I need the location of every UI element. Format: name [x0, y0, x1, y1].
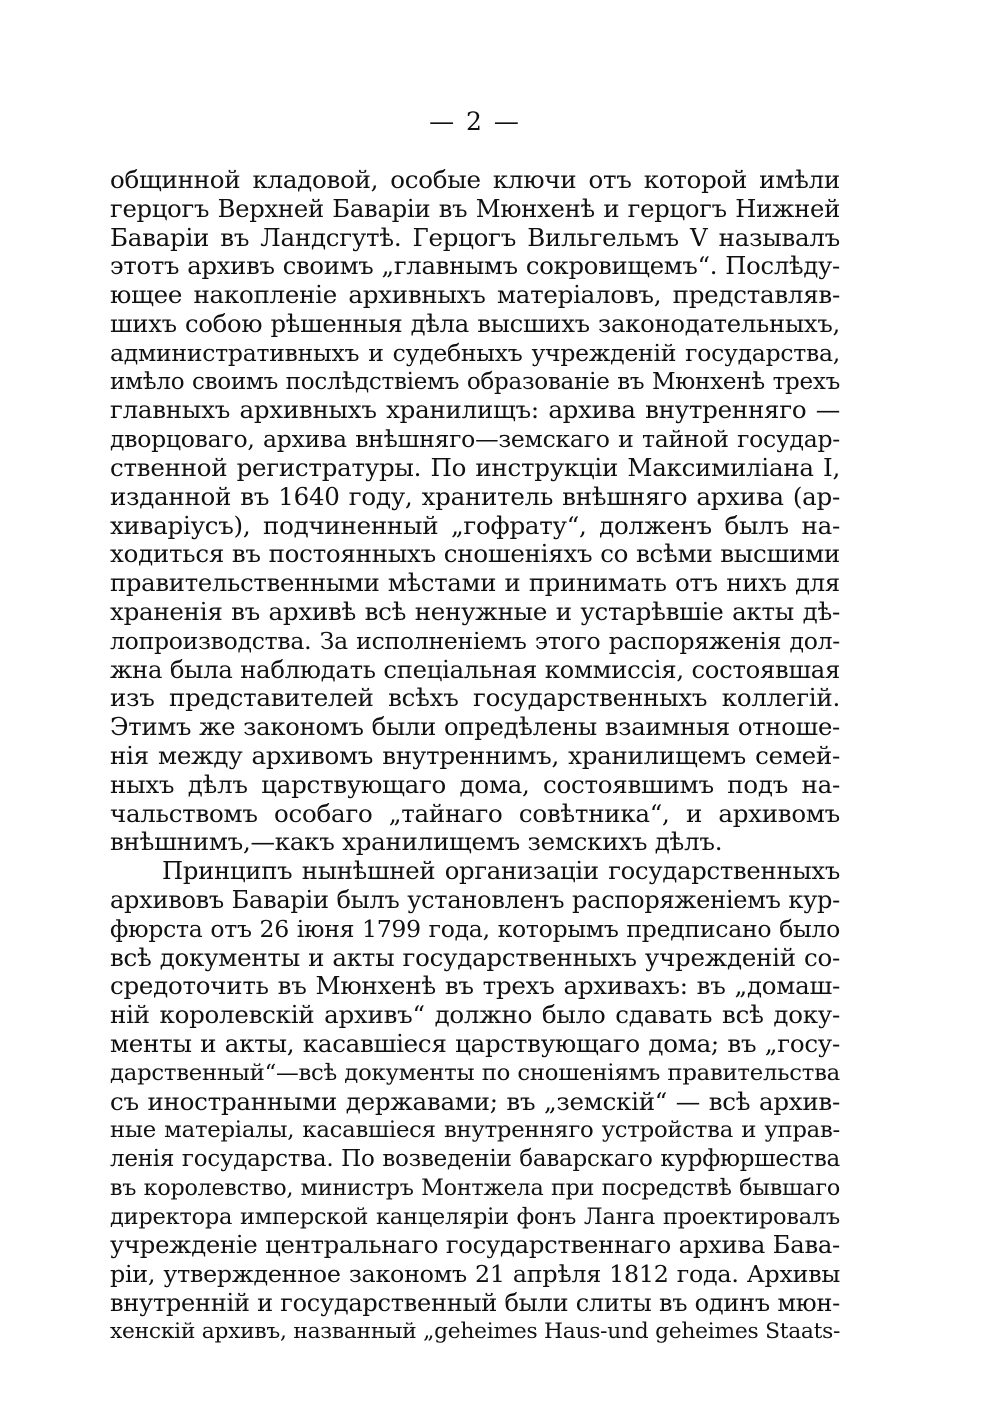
text-line: изданной въ 1640 году, хранитель внѣшняго архива (ар-	[110, 481, 840, 511]
page-number: — 2 —	[429, 107, 521, 136]
text-line: дарственный“—всѣ документы по сношеніямъ правительства	[110, 1059, 840, 1086]
text-line: ющее накопленіе архивныхъ матеріаловъ, представляв-	[110, 280, 840, 310]
text-line: ственной регистратуры. По инструкціи Максимиліана I,	[110, 452, 840, 482]
text-line: главныхъ архивныхъ хранилищъ: архива внутренняго —	[110, 395, 840, 425]
text-line: ній королевскій архивъ“ должно было сдавать всѣ доку-	[110, 1000, 840, 1030]
text-line: средоточить въ Мюнхенѣ въ трехъ архивахъ: въ „домаш-	[110, 971, 840, 1001]
text-line: внѣшнимъ,—какъ хранилищемъ земскихъ дѣлъ.	[110, 827, 723, 857]
page	[110, 108, 840, 1347]
text-line: хенскій архивъ, названный „geheimes Haus-und geheimes Staats-	[110, 1318, 841, 1344]
paragraph	[110, 166, 840, 857]
text-line: всѣ документы и акты государственныхъ учрежденій со-	[110, 942, 840, 972]
text-line: шихъ собою рѣшенныя дѣла высшихъ законодательныхъ,	[110, 308, 840, 338]
text-line: общинной кладовой, особые ключи отъ которой имѣли	[110, 165, 840, 194]
text-line: административныхъ и судебныхъ учрежденій государства,	[110, 338, 840, 367]
text-line: Баваріи въ Ландсгутѣ. Герцогъ Вильгельмъ V называлъ	[110, 222, 840, 252]
text-line: ленія государства. По возведеніи баварскаго курфюршества	[110, 1146, 840, 1173]
text-line: ріи, утвержденное закономъ 21 апрѣля 1812 года. Архивы	[110, 1260, 840, 1289]
paragraph	[110, 857, 840, 1347]
text-line: ные матеріалы, касавшіеся внутренняго устройства и управ-	[110, 1117, 840, 1144]
text-line: имѣло своимъ послѣдствіемъ образованіе въ Мюнхенѣ трехъ	[110, 368, 840, 395]
text-line: ныхъ дѣлъ царствующаго дома, состоявшимъ подъ на-	[110, 769, 840, 799]
text-line: ходиться въ постоянныхъ сношеніяхъ со всѣми высшими	[110, 539, 840, 569]
text-line: директора имперской канцеляріи фонъ Ланга проектировалъ	[110, 1203, 840, 1230]
text-line: храненія въ архивѣ всѣ ненужные и устарѣвшіе акты дѣ-	[110, 596, 840, 626]
text-line: изъ представителей всѣхъ государственныхъ коллегій.	[110, 683, 840, 713]
text-line: менты и акты, касавшіеся царствующаго дома; въ „госу-	[110, 1028, 840, 1058]
text-line: съ иностранными державами; въ „земскій“ — всѣ архив-	[110, 1086, 840, 1116]
text-line: лопроизводства. За исполненіемъ этого распоряженія дол-	[110, 626, 840, 655]
text-line: нія между архивомъ внутреннимъ, хранилищемъ семей-	[110, 740, 840, 770]
text-line: хиваріусъ), подчиненный „гофрату“, долженъ былъ на-	[110, 510, 840, 540]
text-line: чальствомъ особаго „тайнаго совѣтника“, и архивомъ	[110, 798, 840, 828]
text-line: дворцоваго, архива внѣшняго—земскаго и тайной государ-	[110, 425, 840, 454]
text-line: Принципъ нынѣшней организаціи государственныхъ	[162, 856, 840, 886]
text-line: внутренній и государственный были слиты въ одинъ мюн-	[110, 1289, 840, 1318]
text-line: этотъ архивъ своимъ „главнымъ сокровищемъ“. Послѣду-	[110, 251, 840, 281]
text-line: фюрста отъ 26 іюня 1799 года, которымъ предписано было	[110, 914, 840, 943]
text-line: Этимъ же закономъ были опредѣлены взаимныя отноше-	[110, 712, 840, 742]
text-line: учрежденіе центральнаго государственнаго архива Бава-	[110, 1230, 840, 1260]
text-line: герцогъ Верхней Баваріи въ Мюнхенѣ и герцогъ Нижней	[110, 193, 840, 223]
text-line: въ королевство, министръ Монтжела при посредствѣ бывшаго	[110, 1174, 840, 1201]
text-line: архивовъ Баваріи былъ установленъ распоряженіемъ кур-	[110, 885, 840, 914]
text-line: жна была наблюдать спеціальная коммиссія, состоявшая	[110, 654, 840, 684]
text-line: правительственными мѣстами и принимать отъ нихъ для	[110, 568, 840, 598]
